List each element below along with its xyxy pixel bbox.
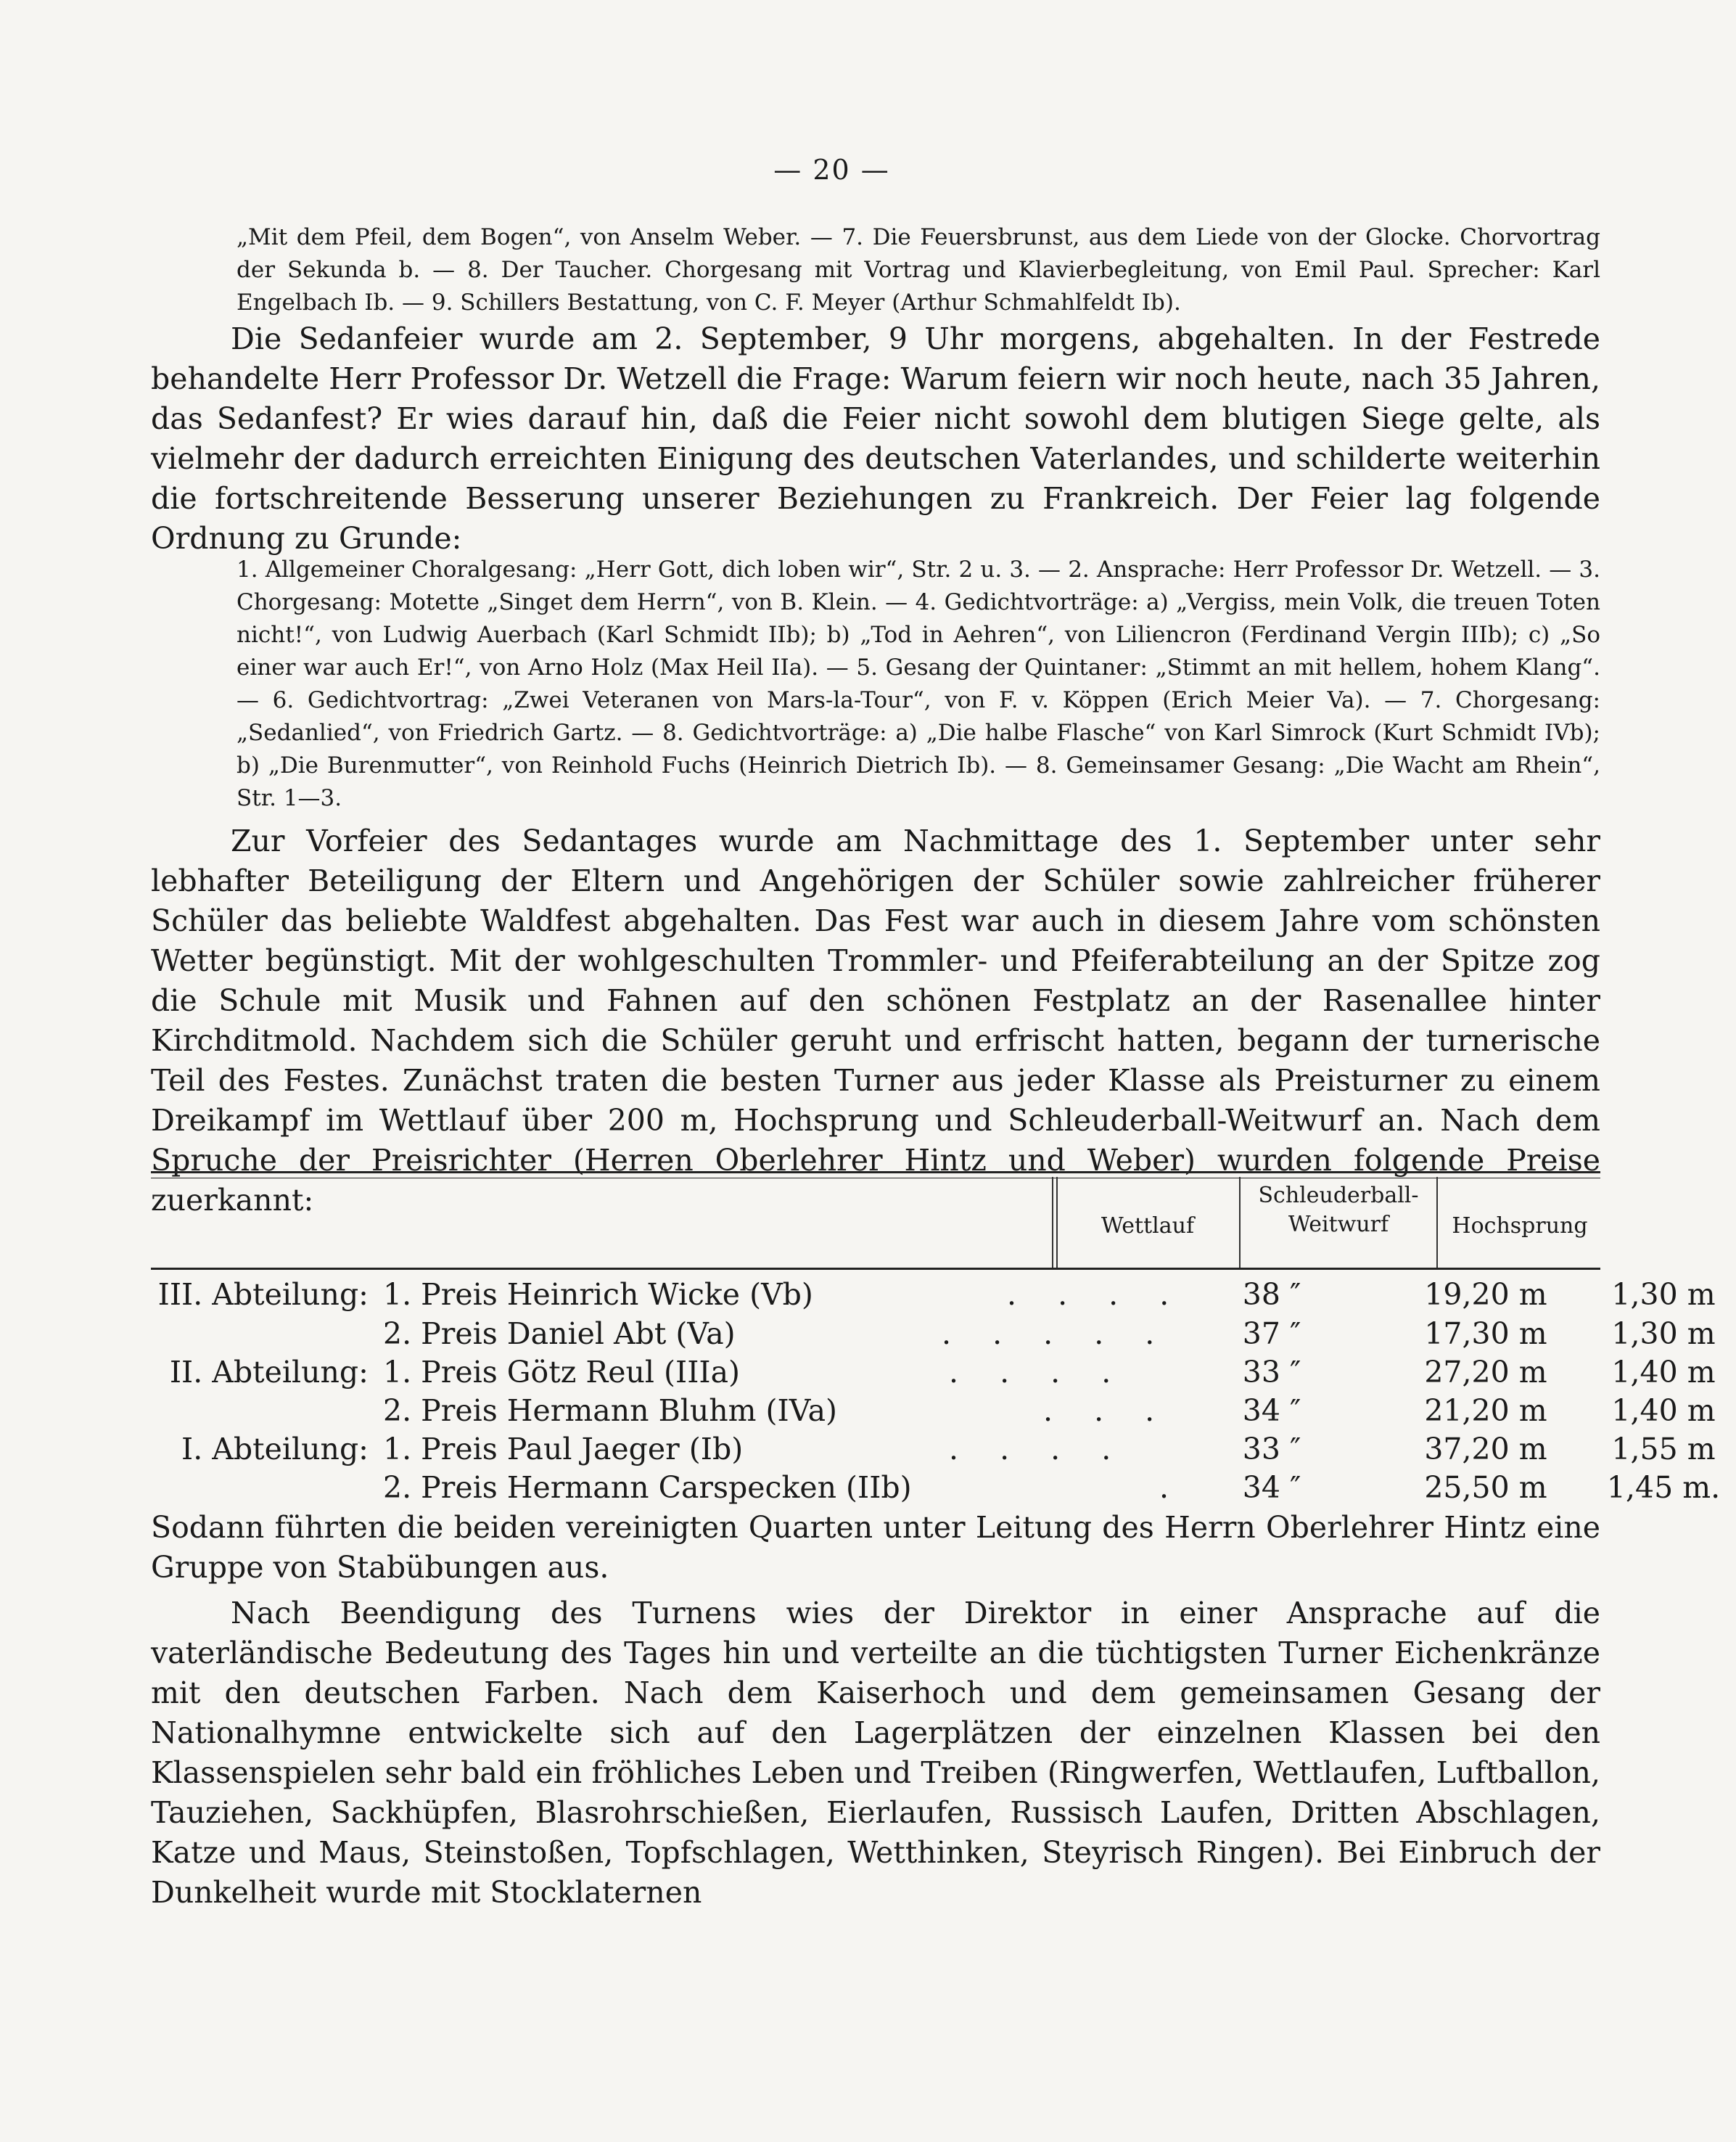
hochsprung-value: 1,40 m bbox=[1611, 1393, 1716, 1428]
sedan-text: Die Sedanfeier wurde am 2. September, 9 Uhr morgens, abgehalten. In der Festrede behandelte Herr Professor Dr. Wetzell die Frage: Warum feiern wir noch heute, nach 35 Jahren, das Sedanfest? Er wies darauf hin, daß die Feier nicht sowohl dem blutigen Siege gelte, als vielmehr der dadurch erreichten Einigung des deutschen Vaterlandes, und schilderte weiterhin die fortschreitende Besserung unserer Beziehungen zu Frankreich. Der Feier lag folgende Ordnung zu Grunde: bbox=[151, 321, 1600, 556]
leader-dots: . bbox=[1159, 1470, 1185, 1505]
hochsprung-value: 1,40 m bbox=[1611, 1355, 1716, 1390]
leader-dots: . . . . . bbox=[942, 1316, 1171, 1351]
table-row bbox=[151, 1315, 1716, 1353]
program-paragraph bbox=[151, 554, 1600, 815]
wettlauf-value: 34 ″ bbox=[1242, 1470, 1301, 1505]
wettlauf-value: 37 ″ bbox=[1242, 1316, 1301, 1351]
wettlauf-value: 38 ″ bbox=[1242, 1277, 1301, 1312]
page-number: — 20 — bbox=[773, 154, 890, 186]
intro-paragraph bbox=[151, 221, 1600, 319]
wettlauf-value: 34 ″ bbox=[1242, 1393, 1301, 1428]
vorfeier-paragraph bbox=[151, 821, 1600, 1220]
leader-dots: . . . bbox=[1043, 1393, 1171, 1428]
weitwurf-value: 37,20 m bbox=[1424, 1432, 1547, 1466]
prize-name: 2. Preis Hermann Carspecken (IIb) bbox=[383, 1470, 912, 1505]
hochsprung-value: 1,45 m. bbox=[1606, 1470, 1721, 1505]
weitwurf-value: 19,20 m bbox=[1424, 1277, 1547, 1312]
wettlauf-value: 33 ″ bbox=[1242, 1355, 1301, 1390]
table-row bbox=[151, 1469, 1721, 1506]
prize-name: 1. Preis Heinrich Wicke (Vb) bbox=[383, 1277, 813, 1312]
weitwurf-value: 17,30 m bbox=[1424, 1316, 1547, 1351]
quarten-paragraph bbox=[151, 1508, 1600, 1588]
leader-dots: . . . . bbox=[1007, 1277, 1185, 1312]
header-hochsprung: Hochsprung bbox=[1452, 1213, 1588, 1239]
table-row bbox=[151, 1392, 1716, 1429]
prize-name: 2. Preis Hermann Bluhm (IVa) bbox=[383, 1393, 838, 1428]
table-row bbox=[151, 1276, 1716, 1313]
hochsprung-value: 1,30 m bbox=[1611, 1316, 1716, 1351]
hochsprung-value: 1,30 m bbox=[1611, 1277, 1716, 1312]
prize-name: 1. Preis Paul Jaeger (Ib) bbox=[383, 1432, 744, 1466]
table-row bbox=[151, 1353, 1716, 1391]
direktor-paragraph bbox=[151, 1593, 1600, 1913]
header-wettlauf: Wettlauf bbox=[1101, 1213, 1195, 1239]
hochsprung-value: 1,55 m bbox=[1611, 1432, 1716, 1466]
prize-name: 2. Preis Daniel Abt (Va) bbox=[383, 1316, 736, 1351]
leader-dots: . . . . bbox=[949, 1432, 1127, 1466]
wettlauf-value: 33 ″ bbox=[1242, 1432, 1301, 1466]
weitwurf-value: 21,20 m bbox=[1424, 1393, 1547, 1428]
table-divider bbox=[1052, 1177, 1053, 1268]
weitwurf-value: 25,50 m bbox=[1424, 1470, 1547, 1505]
table-header-rule bbox=[151, 1268, 1600, 1270]
intro-text: „Mit dem Pfeil, dem Bogen“, von Anselm Weber. — 7. Die Feuersbrunst, aus dem Liede von der Glocke. Chorvortrag der Sekunda b. — 8. Der Taucher. Chorgesang mit Vortrag und Klavierbegleitung, von Emil Paul. Sprecher: Karl Engelbach Ib. — 9. Schillers Bestattung, von C. F. Meyer (Arthur Schmahlfeldt Ib). bbox=[236, 224, 1600, 316]
division-label: I. Abteilung: bbox=[181, 1432, 369, 1466]
sedan-paragraph bbox=[151, 319, 1600, 559]
table-divider bbox=[1056, 1177, 1058, 1268]
division-label: III. Abteilung: bbox=[157, 1277, 369, 1312]
table-row bbox=[151, 1430, 1716, 1468]
prize-name: 1. Preis Götz Reul (IIIa) bbox=[383, 1355, 741, 1390]
table-divider bbox=[1436, 1177, 1438, 1268]
table-top-rule bbox=[151, 1171, 1600, 1178]
header-weitwurf: Schleuderball-Weitwurf bbox=[1258, 1183, 1419, 1237]
table-divider bbox=[1239, 1177, 1241, 1268]
leader-dots: . . . . bbox=[949, 1355, 1127, 1390]
quarten-text: Sodann führten die beiden vereinigten Quarten unter Leitung des Herrn Oberlehrer Hintz eine Gruppe von Stabübungen aus. bbox=[151, 1510, 1600, 1585]
vorfeier-text: Zur Vorfeier des Sedantages wurde am Nachmittage des 1. September unter sehr lebhafter Beteiligung der Eltern und Angehörigen der Schüler sowie zahlreicher früherer Schüler das beliebte Waldfest abgehalten. Das Fest war auch in diesem Jahre vom schönsten Wetter begünstigt. Mit der wohlgeschulten Trommler- und Pfeiferabteilung an der Spitze zog die Schule mit Musik und Fahnen auf den schönen Festplatz an der Rasenallee hinter Kirchditmold. Nachdem sich die Schüler geruht und erfrischt hatten, begann der turnerische Teil des Festes. Zunächst traten die besten Turner aus jeder Klasse als Preisturner zu einem Dreikampf im Wettlauf über 200 m, Hochsprung und Schleuderball-Weitwurf an. Nach dem Spruche der Preisrichter (Herren Oberlehrer Hintz und Weber) wurden folgende Preise zuerkannt: bbox=[151, 824, 1600, 1218]
direktor-text: Nach Beendigung des Turnens wies der Direktor in einer Ansprache auf die vaterländische Bedeutung des Tages hin und verteilte an die tüchtigsten Turner Eichenkränze mit den deutschen Farben. Nach dem Kaiserhoch und dem gemeinsamen Gesang der Nationalhymne entwickelte sich auf den Lagerplätzen der einzelnen Klassen bei den Klassenspielen sehr bald ein fröhliches Leben und Treiben (Ringwerfen, Wettlaufen, Luftballon, Tauziehen, Sackhüpfen, Blasrohrschießen, Eierlaufen, Russisch Laufen, Dritten Abschlagen, Katze und Maus, Steinstoßen, Topfschlagen, Wetthinken, Steyrisch Ringen). Bei Einbruch der Dunkelheit wurde mit Stocklaternen bbox=[151, 1596, 1600, 1910]
division-label: II. Abteilung: bbox=[169, 1355, 369, 1390]
weitwurf-value: 27,20 m bbox=[1424, 1355, 1547, 1390]
program-text: 1. Allgemeiner Choralgesang: „Herr Gott, dich loben wir“, Str. 2 u. 3. — 2. Ansprache: Herr Professor Dr. Wetzell. — 3. Chorgesang: Motette „Singet dem Herrn“, von B. Klein. — 4. Gedichtvorträge: a) „Vergiss, mein Volk, die treuen Toten nicht!“, von Ludwig Auerbach (Karl Schmidt IIb); b) „Tod in Aehren“, von Liliencron (Ferdinand Vergin IIIb); c) „So einer war auch Er!“, von Arno Holz (Max Heil IIa). — 5. Gesang der Quintaner: „Stimmt an mit hellem, hohem Klang“. — 6. Gedichtvortrag: „Zwei Veteranen von Mars-la-Tour“, von F. v. Köppen (Erich Meier Va). — 7. Chorgesang: „Sedanlied“, von Friedrich Gartz. — 8. Gedichtvorträge: a) „Die halbe Flasche“ von Karl Simrock (Kurt Schmidt IVb); b) „Die Burenmutter“, von Reinhold Fuchs (Heinrich Dietrich Ib). — 8. Gemeinsamer Gesang: „Die Wacht am Rhein“, Str. 1—3. bbox=[236, 557, 1600, 811]
